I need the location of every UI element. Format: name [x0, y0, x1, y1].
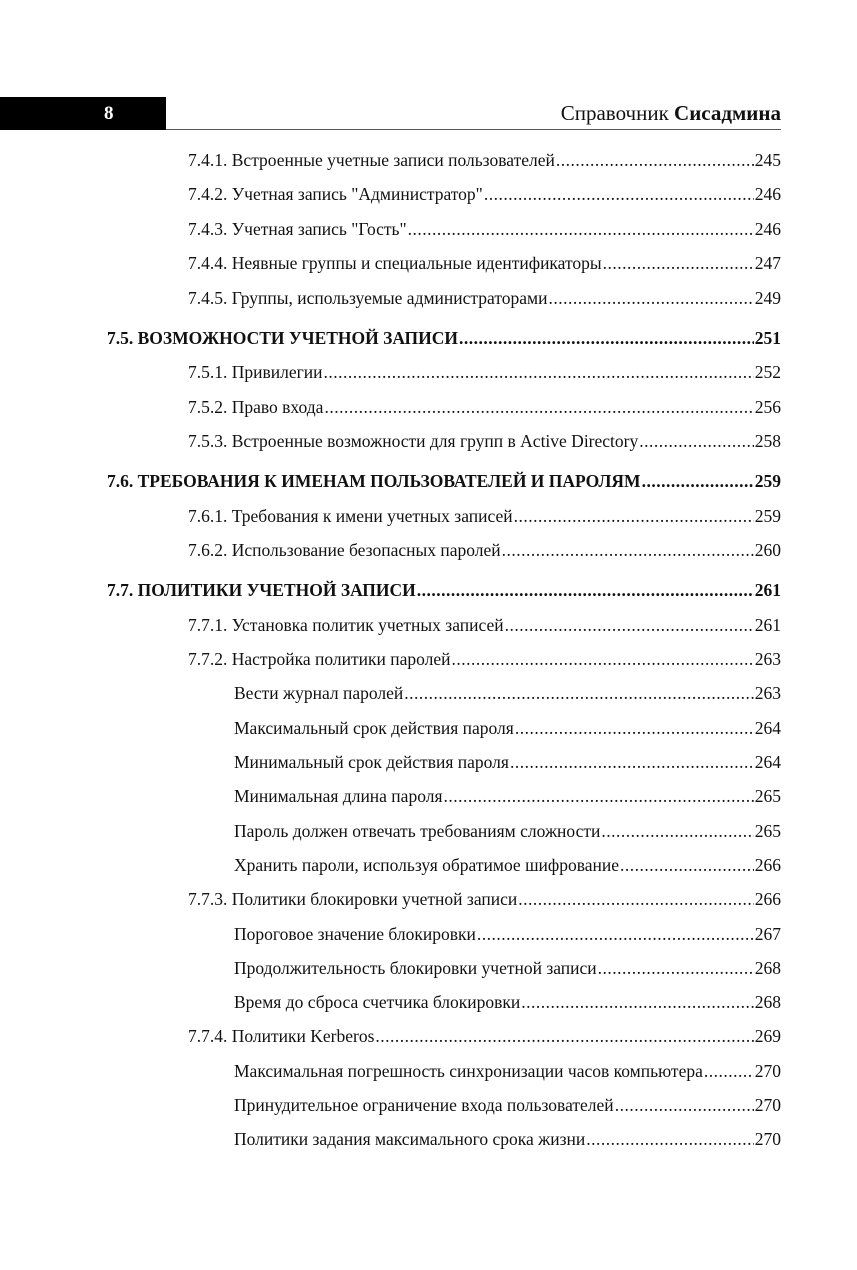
- toc-entry-page: 263: [754, 649, 781, 669]
- toc-entry-title: 7.7.4. Политики Kerberos: [188, 1026, 375, 1046]
- toc-entry-page: 260: [754, 540, 781, 560]
- toc-entry-page: 268: [754, 992, 781, 1012]
- toc-dot-leader: [459, 326, 754, 350]
- toc-subsection[interactable]: [188, 182, 781, 206]
- toc-entry-title: 7.4.4. Неявные группы и специальные идентификаторы: [188, 253, 602, 273]
- toc-entry-title: Вести журнал паролей: [234, 683, 404, 703]
- toc-entry-page: 270: [754, 1095, 781, 1115]
- toc-entry-page: 256: [754, 397, 781, 417]
- toc-entry-page: 264: [754, 752, 781, 772]
- toc-dot-leader: [548, 286, 753, 310]
- toc-dot-leader: [505, 613, 754, 637]
- toc-subsection[interactable]: [188, 504, 781, 528]
- toc-dot-leader: [404, 681, 753, 705]
- toc-dot-leader: [514, 504, 754, 528]
- toc-dot-leader: [444, 784, 754, 808]
- toc-entry-title: 7.5.2. Право входа: [188, 397, 324, 417]
- toc-subsection[interactable]: [188, 647, 781, 671]
- toc-entry-page: 265: [754, 821, 781, 841]
- toc-dot-leader: [510, 750, 754, 774]
- toc-entry-page: 246: [754, 219, 781, 239]
- toc-subsection[interactable]: [188, 286, 781, 310]
- toc-item[interactable]: [234, 1059, 781, 1083]
- toc-entry-title: Минимальная длина пароля: [234, 786, 443, 806]
- toc-section[interactable]: [107, 469, 781, 493]
- toc-entry-page: 259: [754, 506, 781, 526]
- toc-item[interactable]: [234, 990, 781, 1014]
- toc-subsection[interactable]: [188, 217, 781, 241]
- toc-entry-page: 245: [754, 150, 781, 170]
- toc-dot-leader: [586, 1127, 753, 1151]
- toc-entry-title: Пороговое значение блокировки: [234, 924, 476, 944]
- toc-entry-page: 261: [754, 615, 781, 635]
- toc-subsection[interactable]: [188, 429, 781, 453]
- toc-dot-leader: [639, 429, 754, 453]
- toc-entry-page: 265: [754, 786, 781, 806]
- toc-item[interactable]: [234, 681, 781, 705]
- toc-dot-leader: [324, 395, 753, 419]
- toc-section[interactable]: [107, 578, 781, 602]
- toc-dot-leader: [620, 853, 754, 877]
- toc-entry-title: Пароль должен отвечать требованиям сложности: [234, 821, 601, 841]
- toc-entry-page: 252: [754, 362, 781, 382]
- toc-entry-page: 247: [754, 253, 781, 273]
- toc-entry-title: Время до сброса счетчика блокировки: [234, 992, 521, 1012]
- toc-subsection[interactable]: [188, 360, 781, 384]
- toc-item[interactable]: [234, 750, 781, 774]
- page-number: 8: [0, 97, 166, 130]
- toc-entry-page: 267: [754, 924, 781, 944]
- toc-item[interactable]: [234, 956, 781, 980]
- toc-entry-page: 266: [754, 889, 781, 909]
- toc-item[interactable]: [234, 1093, 781, 1117]
- toc-subsection[interactable]: [188, 887, 781, 911]
- toc-subsection[interactable]: [188, 1024, 781, 1048]
- toc-item[interactable]: [234, 922, 781, 946]
- toc-item[interactable]: [234, 819, 781, 843]
- toc-entry-page: 251: [754, 328, 781, 348]
- running-title-bold: Сисадмина: [674, 101, 781, 125]
- toc-entry-title: 7.4.1. Встроенные учетные записи пользователей: [188, 150, 555, 170]
- toc-entry-page: 263: [754, 683, 781, 703]
- toc-entry-page: 246: [754, 184, 781, 204]
- toc-dot-leader: [515, 716, 754, 740]
- toc-dot-leader: [324, 360, 754, 384]
- toc-subsection[interactable]: [188, 395, 781, 419]
- toc-entry-title: 7.4.3. Учетная запись "Гость": [188, 219, 407, 239]
- toc-dot-leader: [603, 251, 754, 275]
- toc-dot-leader: [502, 538, 754, 562]
- toc-entry-page: 259: [754, 471, 781, 491]
- toc-subsection[interactable]: [188, 251, 781, 275]
- toc-dot-leader: [477, 922, 754, 946]
- toc-section[interactable]: [107, 326, 781, 350]
- toc-entry-page: 270: [754, 1061, 781, 1081]
- toc-entry-page: 261: [754, 580, 781, 600]
- toc-dot-leader: [704, 1059, 754, 1083]
- toc-entry-title: Максимальная погрешность синхронизации часов компьютера: [234, 1061, 703, 1081]
- toc-entry-page: 266: [754, 855, 781, 875]
- toc-entry-title: Принудительное ограничение входа пользователей: [234, 1095, 614, 1115]
- header-rule: [166, 129, 781, 130]
- toc-entry-page: 258: [754, 431, 781, 451]
- toc-entry-page: 270: [754, 1129, 781, 1149]
- toc-item[interactable]: [234, 853, 781, 877]
- toc-entry-title: 7.5.3. Встроенные возможности для групп в Active Directory: [188, 431, 639, 451]
- toc-entry-title: Продолжительность блокировки учетной записи: [234, 958, 597, 978]
- toc-dot-leader: [452, 647, 754, 671]
- toc-subsection[interactable]: [188, 538, 781, 562]
- toc-subsection[interactable]: [188, 148, 781, 172]
- toc-entry-title: 7.6.1. Требования к имени учетных записей: [188, 506, 513, 526]
- toc-dot-leader: [521, 990, 753, 1014]
- toc-dot-leader: [518, 887, 754, 911]
- toc-dot-leader: [615, 1093, 754, 1117]
- toc-dot-leader: [417, 578, 754, 602]
- toc-dot-leader: [408, 217, 754, 241]
- toc-entry-title: 7.6. ТРЕБОВАНИЯ К ИМЕНАМ ПОЛЬЗОВАТЕЛЕЙ И ПАРОЛЯМ: [107, 471, 641, 491]
- toc-item[interactable]: [234, 716, 781, 740]
- toc-subsection[interactable]: [188, 613, 781, 637]
- toc-item[interactable]: [234, 1127, 781, 1151]
- toc-dot-leader: [598, 956, 754, 980]
- toc-entry-title: 7.5.1. Привилегии: [188, 362, 323, 382]
- toc-entry-page: 269: [754, 1026, 781, 1046]
- toc-entry-title: Политики задания максимального срока жизни: [234, 1129, 586, 1149]
- page-header: [0, 97, 857, 131]
- toc-entry-title: 7.7.2. Настройка политики паролей: [188, 649, 451, 669]
- toc-entry-title: 7.6.2. Использование безопасных паролей: [188, 540, 501, 560]
- toc-entry-title: 7.7.1. Установка политик учетных записей: [188, 615, 504, 635]
- toc-entry-title: Хранить пароли, используя обратимое шифрование: [234, 855, 620, 875]
- toc-dot-leader: [375, 1024, 753, 1048]
- toc-dot-leader: [642, 469, 754, 493]
- toc-item[interactable]: [234, 784, 781, 808]
- toc-dot-leader: [484, 182, 754, 206]
- toc-entry-title: 7.5. ВОЗМОЖНОСТИ УЧЕТНОЙ ЗАПИСИ: [107, 328, 459, 348]
- toc-entry-page: 249: [754, 288, 781, 308]
- toc-entry-page: 268: [754, 958, 781, 978]
- toc-entry-title: 7.7.3. Политики блокировки учетной записи: [188, 889, 518, 909]
- toc-entry-title: 7.4.2. Учетная запись "Администратор": [188, 184, 483, 204]
- toc-entry-title: Максимальный срок действия пароля: [234, 718, 514, 738]
- running-title: [561, 100, 781, 126]
- toc-entry-title: 7.4.5. Группы, используемые администраторами: [188, 288, 548, 308]
- toc-entry-title: Минимальный срок действия пароля: [234, 752, 509, 772]
- toc-entry-title: 7.7. ПОЛИТИКИ УЧЕТНОЙ ЗАПИСИ: [107, 580, 416, 600]
- running-title-regular: Справочник: [560, 101, 675, 125]
- toc-entry-page: 264: [754, 718, 781, 738]
- toc-dot-leader: [601, 819, 753, 843]
- toc-dot-leader: [556, 148, 754, 172]
